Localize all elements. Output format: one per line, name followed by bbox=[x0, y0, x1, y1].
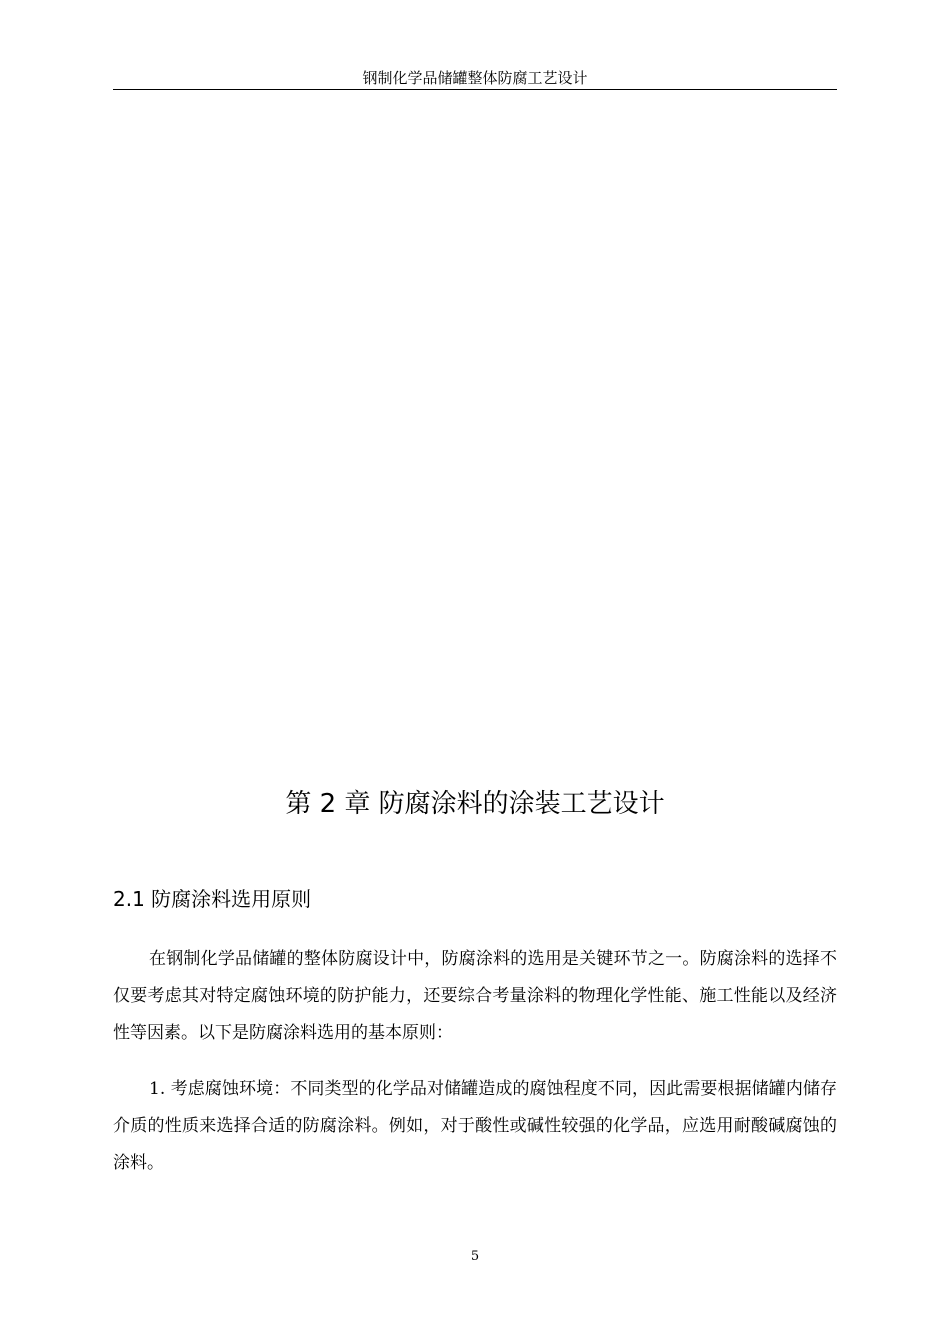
section-title: 2.1 防腐涂料选用原则 bbox=[113, 887, 312, 911]
page-number: 5 bbox=[470, 1249, 480, 1264]
header-rule bbox=[113, 89, 837, 90]
chapter-title: 第 2 章 防腐涂料的涂装工艺设计 bbox=[285, 789, 665, 819]
body-paragraph-principle-1: 1. 考虑腐蚀环境：不同类型的化学品对储罐造成的腐蚀程度不同，因此需要根据储罐内储存介质的性质来选择合适的防腐涂料。例如，对于酸性或碱性较强的化学品，应选用耐酸碱腐蚀的涂料。 bbox=[113, 1079, 837, 1173]
body-paragraph-intro: 在钢制化学品储罐的整体防腐设计中，防腐涂料的选用是关键环节之一。防腐涂料的选择不仅要考虑其对特定腐蚀环境的防护能力，还要综合考量涂料的物理化学性能、施工性能以及经济性等因素。以下是防腐涂料选用的基本原则： bbox=[113, 949, 837, 1043]
running-header: 钢制化学品储罐整体防腐工艺设计 bbox=[362, 69, 588, 87]
